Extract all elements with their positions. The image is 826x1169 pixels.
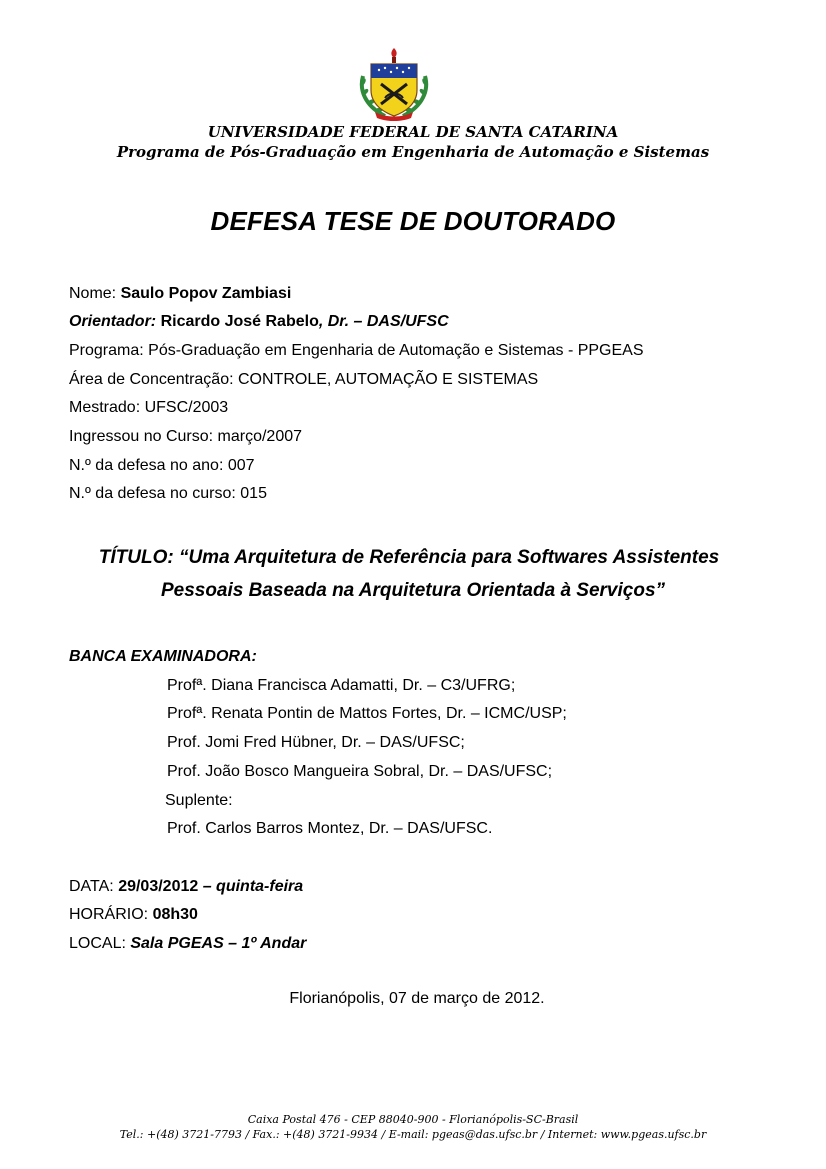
committee-member: Prof. Jomi Fred Hübner, Dr. – DAS/UFSC; (167, 734, 465, 751)
name-label: Nome: (69, 285, 121, 302)
place-line (69, 935, 306, 953)
committee-heading: BANCA EXAMINADORA: (69, 648, 257, 665)
university-crest-logo (355, 46, 433, 122)
program-name: Programa de Pós-Graduação em Engenharia de Automação e Sistemas (116, 143, 710, 161)
area-line: Área de Concentração: CONTROLE, AUTOMAÇÃO E SISTEMAS (69, 371, 539, 388)
date-line (69, 878, 303, 896)
committee-member: Profª. Renata Pontin de Mattos Fortes, Dr. – ICMC/USP; (167, 705, 567, 722)
committee-member: Profª. Diana Francisca Adamatti, Dr. – C3/UFRG; (167, 677, 516, 694)
defense-course-line: N.º da defesa no curso: 015 (69, 485, 267, 502)
advisor-line (69, 313, 449, 331)
student-name-line (69, 285, 291, 303)
time-label: HORÁRIO: (69, 906, 153, 923)
footer-address: Caixa Postal 476 - CEP 88040-900 - Florianópolis-SC-Brasil (247, 1113, 579, 1126)
student-name: Saulo Popov Zambiasi (120, 285, 292, 302)
thesis-title-line-2: Pessoais Baseada na Arquitetura Orientada à Serviços” (160, 580, 666, 601)
masters-line: Mestrado: UFSC/2003 (69, 399, 229, 416)
enrolled-line: Ingressou no Curso: março/2007 (69, 428, 303, 445)
date-label: DATA: (69, 878, 119, 895)
alternate-label: Suplente: (165, 792, 233, 809)
place-value: Sala PGEAS – 1º Andar (130, 935, 307, 952)
defense-year-line: N.º da defesa no ano: 007 (69, 457, 255, 474)
time-line (69, 906, 198, 924)
place-label: LOCAL: (69, 935, 131, 952)
date-weekday: – quinta-feira (198, 878, 304, 895)
program-line: Programa: Pós-Graduação em Engenharia de Automação e Sistemas - PPGEAS (69, 342, 644, 359)
page-title: DEFESA TESE DE DOUTORADO (210, 206, 616, 236)
committee-member: Prof. João Bosco Mangueira Sobral, Dr. – DAS/UFSC; (167, 763, 553, 780)
advisor-label: Orientador: (69, 313, 157, 330)
university-name: UNIVERSIDADE FEDERAL DE SANTA CATARINA (207, 123, 619, 141)
closing-place-date: Florianópolis, 07 de março de 2012. (289, 990, 545, 1007)
alternate-member: Prof. Carlos Barros Montez, Dr. – DAS/UFSC. (167, 820, 493, 837)
date-value: 29/03/2012 (118, 878, 199, 895)
advisor-affiliation: , Dr. – DAS/UFSC (318, 313, 449, 330)
time-value: 08h30 (152, 906, 198, 923)
advisor-name: Ricardo José Rabelo (156, 313, 319, 330)
footer-contact: Tel.: +(48) 3721-7793 / Fax.: +(48) 3721-9934 / E-mail: pgeas@das.ufsc.br / Internet: www.pgeas.ufsc.br (119, 1128, 707, 1141)
thesis-title-line-1: TÍTULO: “Uma Arquitetura de Referência para Softwares Assistentes (98, 547, 720, 568)
